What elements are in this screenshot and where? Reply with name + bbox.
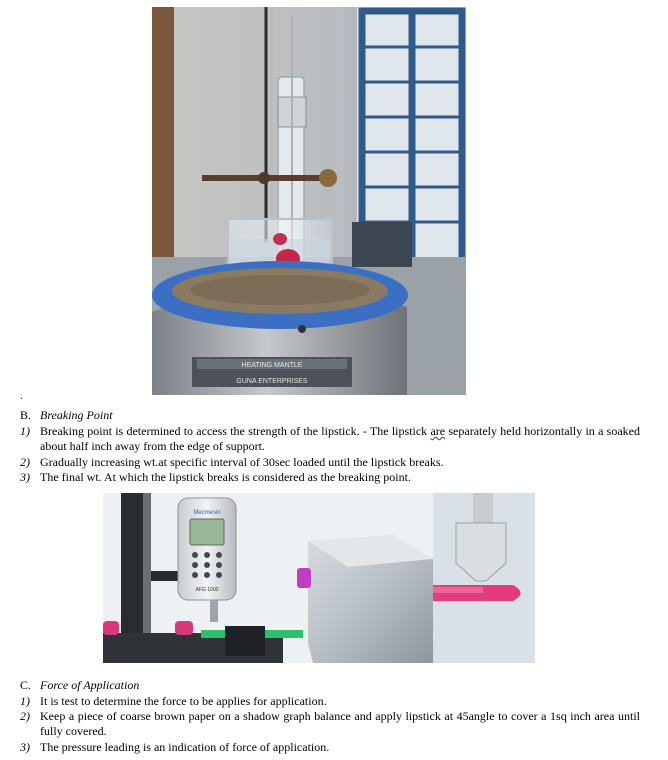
item-text: Breaking point is determined to access the strength of the lipstick. - The lipstick are separately held horizontally in a soaked about half inch away from the edge of support.	[40, 424, 640, 453]
item-text: Keep a piece of coarse brown paper on a shadow graph balance and apply lipstick at 45angle to cover a 1sq inch area until fully covered.	[40, 709, 640, 738]
item-number: 2)	[20, 455, 30, 469]
mantle-label-line1: HEATING MANTLE	[241, 362, 303, 369]
force-gauge-illustration	[103, 493, 535, 663]
item-number: 1)	[20, 694, 30, 708]
gauge-brand-label: Mecmesin	[193, 510, 221, 516]
section-c-letter: C.	[20, 678, 32, 692]
spellcheck-flagged-word: are	[430, 424, 446, 438]
item-number: 3)	[20, 740, 30, 754]
section-b-letter: B.	[20, 408, 32, 422]
heating-mantle-illustration	[152, 7, 466, 395]
section-c-title: Force of Application	[40, 678, 140, 692]
item-number: 2)	[20, 709, 30, 723]
section-b-heading	[20, 408, 113, 423]
section-c-heading	[20, 678, 139, 693]
item-text: The pressure leading is an indication of force of application.	[40, 740, 330, 754]
item-text: Gradually increasing wt.at specific interval of 30sec loaded until the lipstick breaks.	[40, 455, 444, 469]
item-text: The final wt. At which the lipstick breaks is considered as the breaking point.	[40, 470, 411, 484]
item-number: 3)	[20, 470, 30, 484]
melting-point-apparatus-photo	[152, 7, 466, 395]
stray-dot: .	[20, 391, 23, 402]
section-b-title: Breaking Point	[40, 408, 113, 422]
mantle-label-line2: GUNA ENTERPRISES	[236, 378, 308, 385]
section-b-item-1	[20, 424, 640, 454]
gauge-model-label: AFG 1000	[195, 587, 219, 593]
item-number: 1)	[20, 424, 30, 438]
force-gauge-test-photo	[103, 493, 535, 663]
section-c-item-2	[20, 709, 640, 739]
item-text: It is test to determine the force to be applies for application.	[40, 694, 327, 708]
